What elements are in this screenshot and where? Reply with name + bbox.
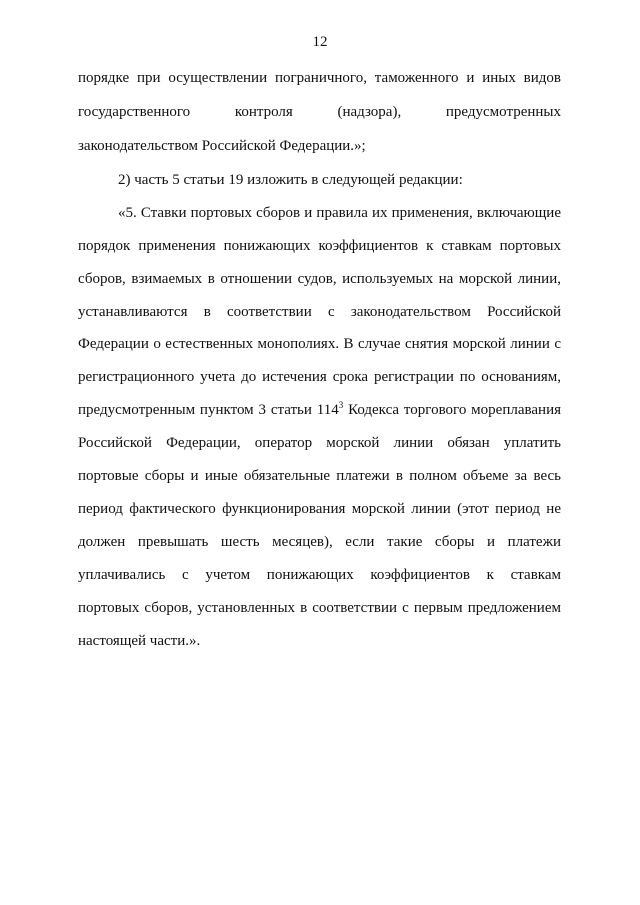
page-number: 12 (312, 34, 328, 50)
text-segment: Кодекса торгового мореплавания (343, 402, 561, 418)
superscript: 3 (338, 400, 344, 410)
text-line: порядок применения понижающих коэффициентов к ставкам портовых (78, 238, 561, 254)
text-line: государственного контроля (надзора), предусмотренных (78, 104, 561, 120)
text-line: портовые сборы и иные обязательные платежи в полном объеме за весь (78, 468, 561, 484)
text-line: период фактического функционирования морской линии (этот период не (78, 501, 561, 517)
text-line: порядке при осуществлении пограничного, таможенного и иных видов (78, 70, 561, 86)
text-line: портовых сборов, установленных в соответствии с первым предложением (78, 600, 561, 616)
text-line: должен превышать шесть месяцев), если такие сборы и платежи (78, 534, 561, 550)
text-line: регистрационного учета до истечения срока регистрации по основаниям, (78, 369, 561, 385)
text-line: Федерации о естественных монополиях. В случае снятия морской линии с (78, 336, 561, 352)
text-line: «5. Ставки портовых сборов и правила их применения, включающие (118, 205, 561, 221)
text-segment: предусмотренным пунктом 3 статьи 114 (78, 402, 339, 418)
text-line: уплачивались с учетом понижающих коэффициентов к ставкам (78, 567, 561, 583)
text-line: Российской Федерации, оператор морской линии обязан уплатить (78, 435, 561, 451)
text-line: настоящей части.». (78, 633, 201, 649)
text-line: законодательством Российской Федерации.»; (78, 138, 366, 154)
text-line: сборов, взимаемых в отношении судов, используемых на морской линии, (78, 271, 561, 287)
text-line-with-superscript (78, 400, 561, 420)
text-line: 2) часть 5 статьи 19 изложить в следующей редакции: (118, 172, 463, 188)
text-line: устанавливаются в соответствии с законодательством Российской (78, 304, 561, 320)
